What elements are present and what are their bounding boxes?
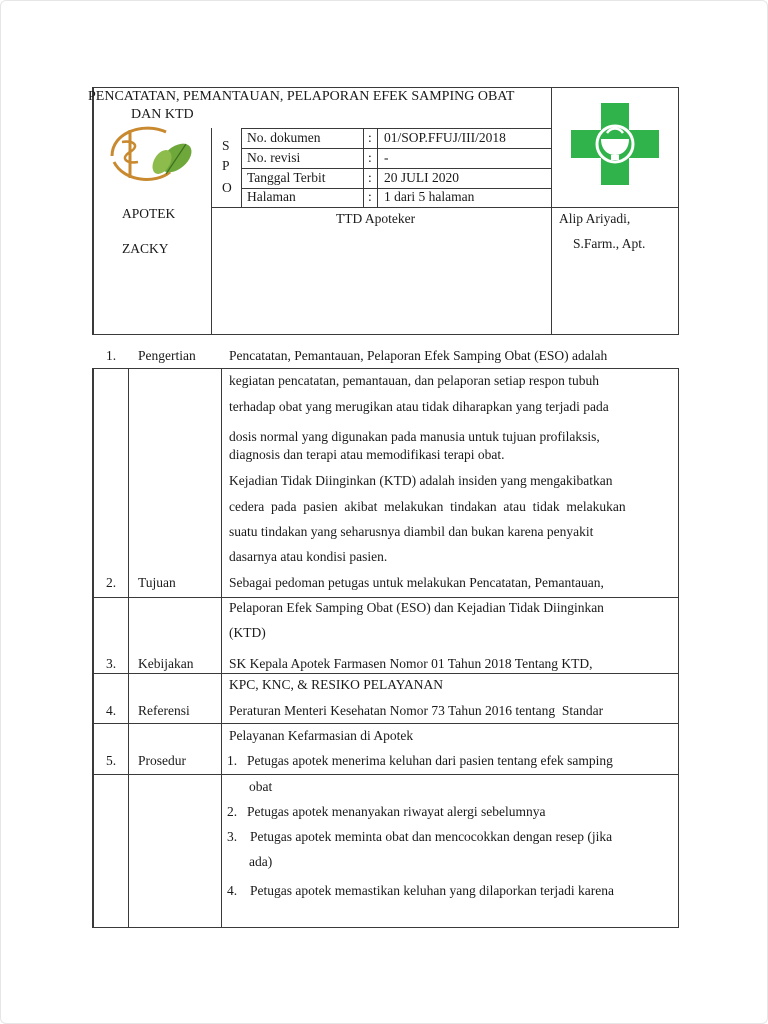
section-label-referensi: Referensi [138,703,190,718]
prosedur-step-text: Petugas apotek menerima keluhan dari pasien tentang efek samping [247,753,613,768]
section-label-pengertian: Pengertian [138,348,196,363]
prosedur-step-number: 1. [227,753,238,768]
document-title-cont: DAN KTD [131,107,194,122]
tujuan-line: Pelaporan Efek Samping Obat (ESO) dan Kejadian Tidak Diinginkan [229,600,604,615]
meta-sep: : [368,189,372,204]
kebijakan-line: SK Kepala Apotek Farmasen Nomor 01 Tahun 2018 Tentang KTD, [229,656,593,671]
pengertian-line: dosis normal yang digunakan pada manusia untuk tujuan profilaksis, [229,429,600,444]
section-number: 2. [106,575,117,590]
section-number: 3. [106,656,117,671]
meta-label-issue-date: Tanggal Terbit [247,170,326,185]
section-number: 5. [106,753,117,768]
pengertian-line: cedera pada pasien akibat melakukan tindakan atau tidak melakukan [229,499,626,514]
document-title: PENCATATAN, PEMANTAUAN, PELAPORAN EFEK SAMPING OBAT [88,89,515,104]
prosedur-step-text: obat [249,779,273,794]
apotek-logo-icon [104,118,200,188]
signer-title: S.Farm., Apt. [573,236,646,251]
prosedur-step-number: 4. [227,883,238,898]
spo-letter-o: O [222,180,232,195]
meta-label-doc-number: No. dokumen [247,130,321,145]
referensi-line: Peraturan Menteri Kesehatan Nomor 73 Tahun 2016 tentang Standar [229,703,604,718]
pengertian-line: Kejadian Tidak Diinginkan (KTD) adalah insiden yang mengakibatkan [229,473,613,488]
meta-sep: : [368,150,372,165]
section-number: 1. [106,348,117,363]
referensi-line: Pelayanan Kefarmasian di Apotek [229,728,414,743]
prosedur-step-text: Petugas apotek menanyakan riwayat alergi sebelumnya [247,804,546,819]
section-label-prosedur: Prosedur [138,753,186,768]
prosedur-step-text: Petugas apotek meminta obat dan mencocokkan dengan resep (jika [250,829,613,844]
pengertian-line: Pencatatan, Pemantauan, Pelaporan Efek Samping Obat (ESO) adalah [229,348,608,363]
meta-label-page: Halaman [247,189,296,204]
pengertian-line: terhadap obat yang merugikan atau tidak diharapkan yang terjadi pada [229,399,609,414]
meta-sep: : [368,170,372,185]
section-label-kebijakan: Kebijakan [138,656,194,671]
section-label-tujuan: Tujuan [138,575,176,590]
spo-letter-s: S [222,138,230,153]
meta-value-revision: - [384,150,389,165]
tujuan-line: Sebagai pedoman petugas untuk melakukan Pencatatan, Pemantauan, [229,575,604,590]
meta-value-page: 1 dari 5 halaman [384,189,475,204]
pharmacy-cross-icon [571,103,659,185]
prosedur-step-number: 3. [227,829,238,844]
meta-sep: : [368,130,372,145]
signer-name: Alip Ariyadi, [559,211,631,226]
pengertian-line: suatu tindakan yang seharusnya diambil dan bukan karena penyakit [229,524,594,539]
prosedur-step-text: ada) [249,854,273,869]
meta-value-issue-date: 20 JULI 2020 [384,170,459,185]
kebijakan-line: KPC, KNC, & RESIKO PELAYANAN [229,677,444,692]
section-number: 4. [106,703,117,718]
pengertian-line: diagnosis dan terapi atau memodifikasi terapi obat. [229,447,505,462]
prosedur-step-number: 2. [227,804,238,819]
ttd-label: TTD Apoteker [336,211,416,226]
org-name-line2: ZACKY [122,241,169,256]
meta-label-revision: No. revisi [247,150,301,165]
pengertian-line: kegiatan pencatatan, pemantauan, dan pelaporan setiap respon tubuh [229,373,599,388]
meta-value-doc-number: 01/SOP.FFUJ/III/2018 [384,130,506,145]
pengertian-line: dasarnya atau kondisi pasien. [229,549,388,564]
tujuan-line: (KTD) [229,625,266,640]
org-name-line1: APOTEK [122,206,176,221]
prosedur-step-text: Petugas apotek memastikan keluhan yang dilaporkan terjadi karena [250,883,614,898]
spo-letter-p: P [222,158,230,173]
